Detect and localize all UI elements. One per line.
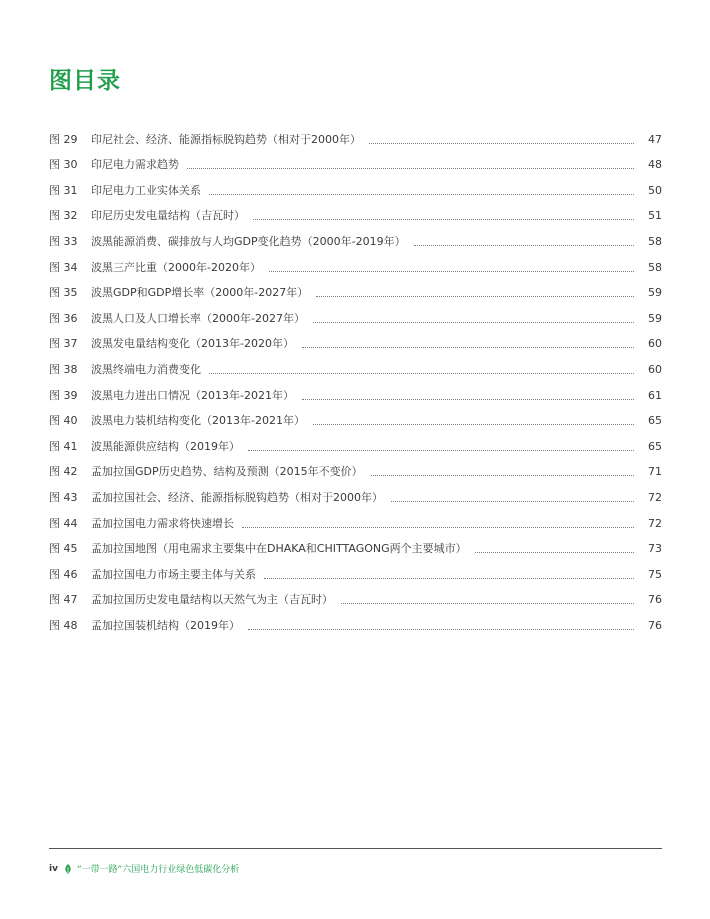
page-number: 72 [648,490,662,504]
figure-number: 图 46 [49,567,78,581]
figure-number: 图 29 [49,132,78,146]
figure-title: 波黑能源供应结构（2019年） [91,439,240,453]
figure-title: 孟加拉国社会、经济、能源指标脱钩趋势（相对于2000年） [91,490,383,504]
toc-entry[interactable] [49,556,662,582]
toc-entry[interactable] [49,121,662,147]
page-number: 76 [648,593,662,607]
figure-title: 印尼电力需求趋势 [91,158,179,172]
toc-entry[interactable] [49,249,662,275]
publication-title: “一带一路”六国电力行业绿色低碳化分析 [76,865,240,875]
figure-number: 图 30 [49,158,78,172]
toc-entry[interactable] [49,428,662,454]
figure-title: 印尼电力工业实体关系 [91,183,201,197]
figure-list [49,121,662,633]
figure-number: 图 48 [49,618,78,632]
figure-number: 图 32 [49,209,78,223]
page-number: 60 [648,337,662,351]
figure-title: 孟加拉国历史发电量结构以天然气为主（吉瓦时） [91,593,333,607]
dot-leader [248,628,634,630]
page-title: 图目录 [49,68,121,94]
figure-number: 图 43 [49,490,78,504]
toc-entry[interactable] [49,198,662,224]
page-number: 75 [648,567,662,581]
footer-divider [49,848,662,849]
figure-number: 图 45 [49,542,78,556]
toc-entry[interactable] [49,531,662,557]
figure-title: 波黑GDP和GDP增长率（2000年-2027年） [91,286,309,300]
figure-title: 波黑三产比重（2000年-2020年） [91,260,261,274]
figure-number: 图 34 [49,260,78,274]
toc-entry[interactable] [49,300,662,326]
toc-entry[interactable] [49,607,662,633]
dot-leader [391,500,634,502]
dot-leader [414,244,634,246]
toc-entry[interactable] [49,377,662,403]
dot-leader [341,602,634,604]
dot-leader [475,551,634,553]
page-number: 65 [648,414,662,428]
leaf-icon [62,863,74,875]
figure-title: 孟加拉国装机结构（2019年） [91,618,240,632]
toc-entry[interactable] [49,351,662,377]
figure-title: 印尼历史发电量结构（吉瓦时） [91,209,245,223]
figure-number: 图 33 [49,234,78,248]
figure-number: 图 47 [49,593,78,607]
dot-leader [248,449,634,451]
toc-entry[interactable] [49,223,662,249]
page-number: 51 [648,209,662,223]
figure-title: 孟加拉国电力市场主要主体与关系 [91,567,256,581]
figure-number: 图 38 [49,362,78,376]
toc-entry[interactable] [49,172,662,198]
page-number: 72 [648,516,662,530]
page-number: 58 [648,234,662,248]
figure-title: 波黑电力进出口情况（2013年-2021年） [91,388,294,402]
figure-number: 图 41 [49,439,78,453]
toc-entry[interactable] [49,454,662,480]
dot-leader [209,193,634,195]
dot-leader [209,372,634,374]
dot-leader [269,270,634,272]
footer-page-number: iv [49,863,58,874]
page-number: 59 [648,286,662,300]
page-number: 47 [648,132,662,146]
figure-number: 图 36 [49,311,78,325]
page-number: 50 [648,183,662,197]
page-number: 58 [648,260,662,274]
page-number: 59 [648,311,662,325]
dot-leader [253,218,634,220]
dot-leader [371,474,634,476]
dot-leader [313,423,634,425]
figure-title: 波黑人口及人口增长率（2000年-2027年） [91,311,305,325]
figure-title: 孟加拉国地图（用电需求主要集中在DHAKA和CHITTAGONG两个主要城市） [91,542,467,556]
figure-title: 孟加拉国GDP历史趋势、结构及预测（2015年不变价） [91,465,363,479]
figure-number: 图 42 [49,465,78,479]
figure-number: 图 39 [49,388,78,402]
dot-leader [302,346,634,348]
figure-title: 波黑发电量结构变化（2013年-2020年） [91,337,294,351]
toc-entry[interactable] [49,403,662,429]
figure-title: 波黑终端电力消费变化 [91,362,201,376]
dot-leader [242,526,634,528]
page-number: 61 [648,388,662,402]
figure-number: 图 37 [49,337,78,351]
dot-leader [302,398,634,400]
dot-leader [316,295,634,297]
toc-entry[interactable] [49,326,662,352]
figure-number: 图 40 [49,414,78,428]
dot-leader [369,142,634,144]
dot-leader [187,167,634,169]
figure-number: 图 44 [49,516,78,530]
figure-number: 图 31 [49,183,78,197]
toc-entry[interactable] [49,479,662,505]
toc-entry[interactable] [49,505,662,531]
page-number: 76 [648,618,662,632]
page-footer [49,862,239,875]
page-number: 65 [648,439,662,453]
figure-title: 孟加拉国电力需求将快速增长 [91,516,234,530]
figure-title: 波黑电力装机结构变化（2013年-2021年） [91,414,305,428]
toc-entry[interactable] [49,582,662,608]
figure-title: 印尼社会、经济、能源指标脱钩趋势（相对于2000年） [91,132,361,146]
dot-leader [313,321,634,323]
page-number: 60 [648,362,662,376]
page-number: 73 [648,542,662,556]
toc-entry[interactable] [49,147,662,173]
figure-title: 波黑能源消费、碳排放与人均GDP变化趋势（2000年-2019年） [91,234,406,248]
toc-entry[interactable] [49,275,662,301]
dot-leader [264,577,634,579]
page-number: 48 [648,158,662,172]
page-number: 71 [648,465,662,479]
figure-number: 图 35 [49,286,78,300]
